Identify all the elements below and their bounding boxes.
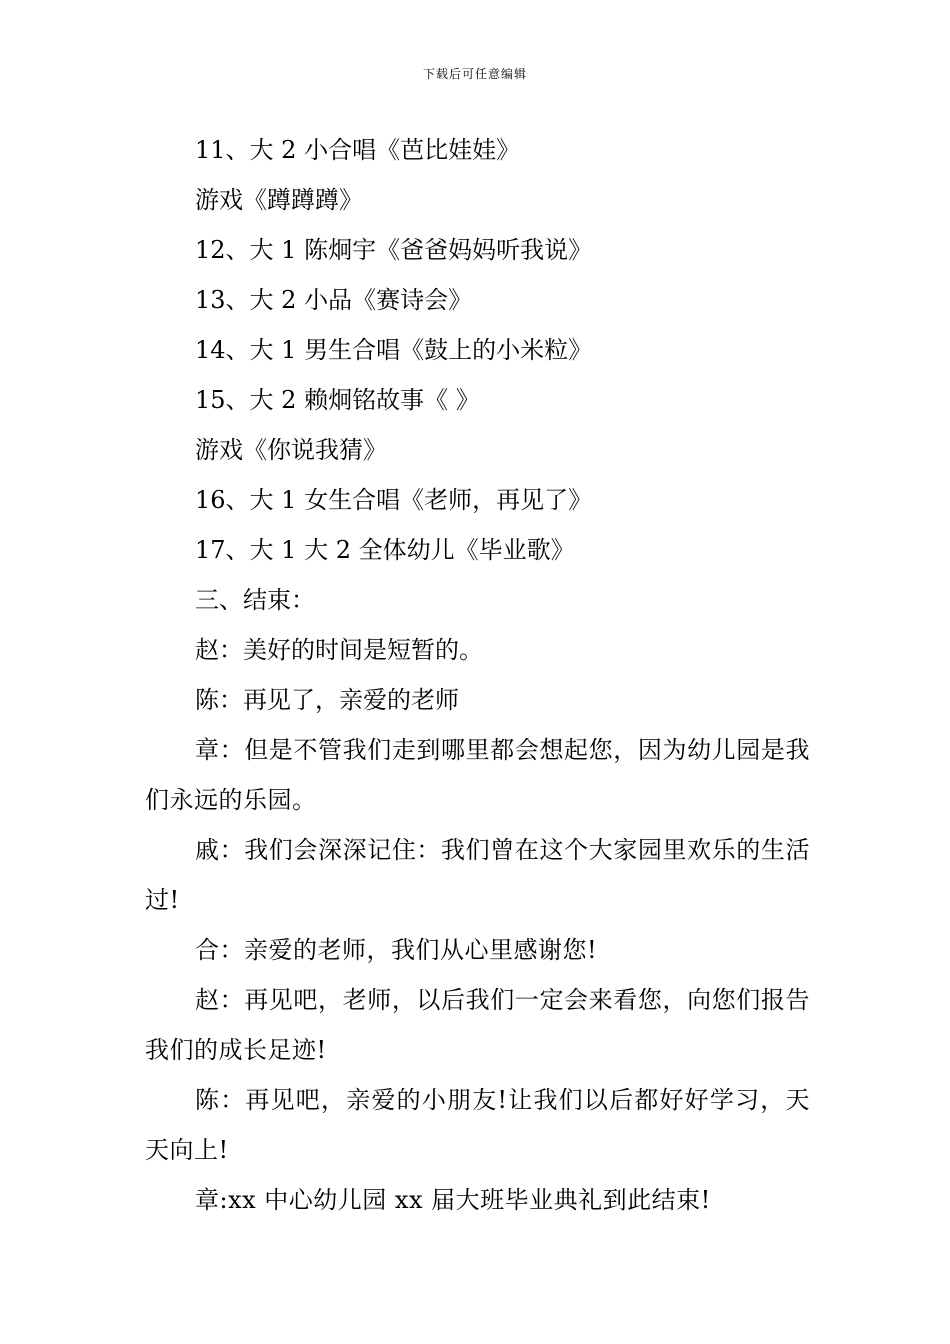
dialogue-line-zhang-2: 章:xx 中心幼儿园 xx 届大班毕业典礼到此结束! bbox=[195, 1186, 711, 1214]
dialogue-line-zhang-1: 章：但是不管我们走到哪里都会想起您，因为幼儿园是我们永远的乐园。 bbox=[145, 736, 810, 814]
program-game-2: 游戏《你说我猜》 bbox=[195, 436, 387, 464]
document-body bbox=[145, 125, 810, 1225]
dialogue-line-chen-1: 陈：再见了，亲爱的老师 bbox=[195, 686, 459, 714]
program-item-16: 16、大 1 女生合唱《老师，再见了》 bbox=[195, 486, 593, 514]
program-item-13: 13、大 2 小品《赛诗会》 bbox=[195, 286, 473, 314]
dialogue-line-zhao-1: 赵：美好的时间是短暂的。 bbox=[195, 636, 483, 664]
dialogue-line-qi: 戚：我们会深深记住：我们曾在这个大家园里欢乐的生活过! bbox=[145, 836, 810, 914]
program-item-14: 14、大 1 男生合唱《鼓上的小米粒》 bbox=[195, 336, 593, 364]
section-heading-ending: 三、结束： bbox=[195, 586, 315, 614]
page-header: 下载后可任意编辑 bbox=[422, 67, 527, 81]
dialogue-line-zhao-2: 赵：再见吧，老师，以后我们一定会来看您，向您们报告我们的成长足迹! bbox=[145, 986, 810, 1064]
program-item-11: 11、大 2 小合唱《芭比娃娃》 bbox=[195, 136, 521, 164]
dialogue-line-chen-2: 陈：再见吧，亲爱的小朋友!让我们以后都好好学习，天天向上! bbox=[145, 1086, 810, 1164]
dialogue-line-together: 合：亲爱的老师，我们从心里感谢您! bbox=[195, 936, 598, 964]
program-game-1: 游戏《蹲蹲蹲》 bbox=[195, 186, 363, 214]
program-item-15: 15、大 2 赖炯铭故事《 》 bbox=[195, 386, 480, 414]
program-item-12: 12、大 1 陈炯宇《爸爸妈妈听我说》 bbox=[195, 236, 593, 264]
program-item-17: 17、大 1 大 2 全体幼儿《毕业歌》 bbox=[195, 536, 575, 564]
